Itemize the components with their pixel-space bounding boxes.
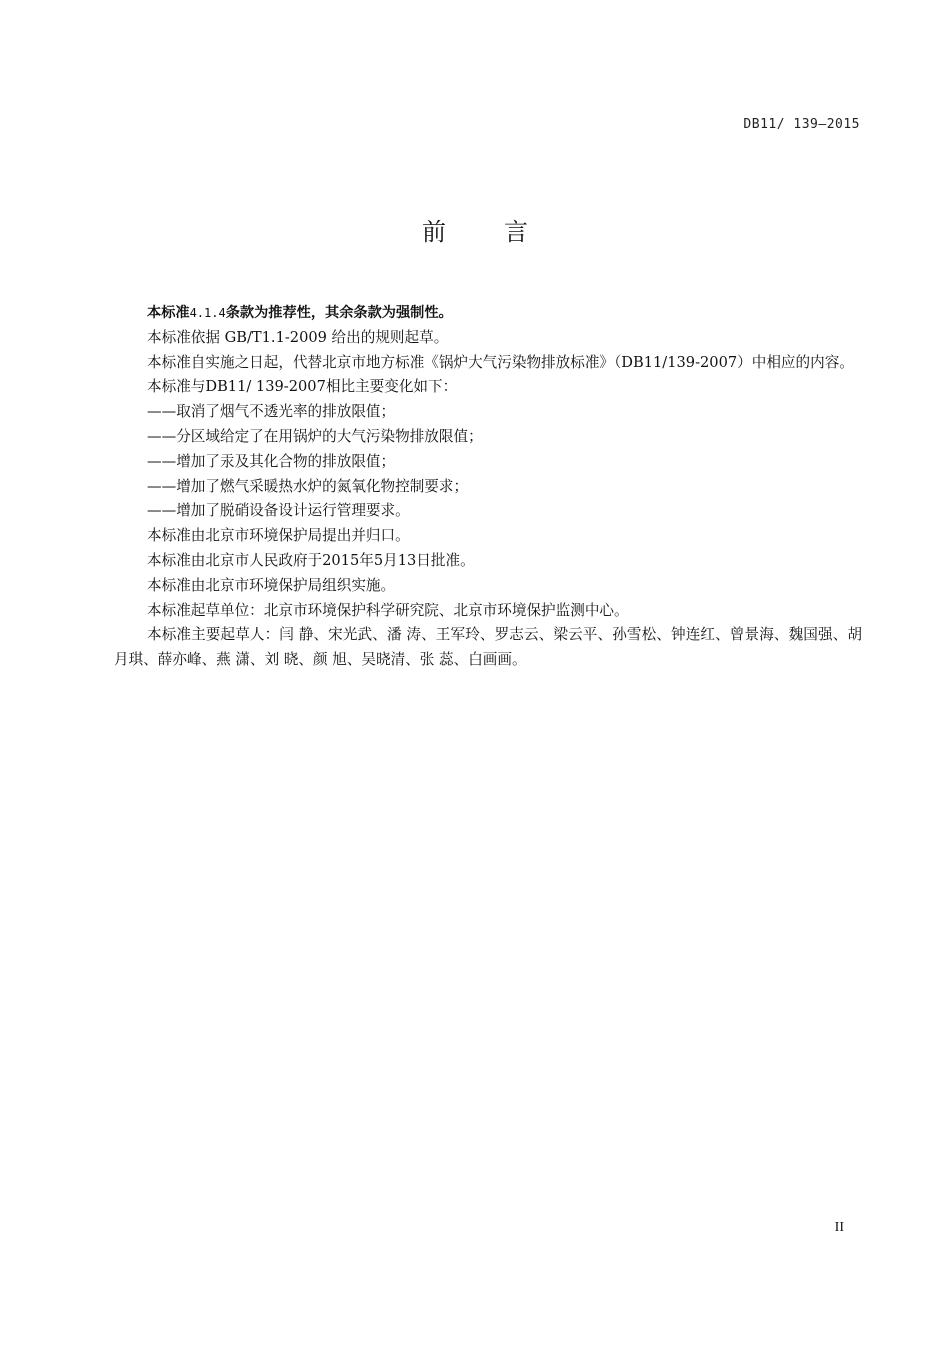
foreword-body <box>114 301 862 673</box>
paragraph-proposer: 本标准由北京市环境保护局提出并归口。 <box>147 527 410 545</box>
paragraph-mandatory-clauses <box>114 301 862 326</box>
page-number: II <box>834 1220 844 1235</box>
paragraph-changes-intro: 本标准与DB11/ 139-2007相比主要变化如下： <box>147 378 458 396</box>
list-item-change: ——增加了燃气采暖热水炉的氮氧化物控制要求； <box>147 477 469 495</box>
paragraph-replacement: 本标准自实施之日起，代替北京市地方标准《锅炉大气污染物排放标准》（DB11/139-2007）中相应的内容。 <box>147 353 854 371</box>
paragraph-approval: 本标准由北京市人民政府于2015年5月13日批准。 <box>147 551 475 569</box>
paragraph-prefix: 本标准 <box>147 305 190 321</box>
paragraph-suffix: 条款为推荐性，其余条款为强制性。 <box>225 305 453 321</box>
list-item-change: ——增加了脱硝设备设计运行管理要求。 <box>147 502 410 520</box>
paragraph-drafting-rules: 本标准依据 GB/T1.1-2009 给出的规则起草。 <box>147 328 449 346</box>
list-item-change: ——增加了汞及其化合物的排放限值； <box>147 452 396 470</box>
list-item-change: ——分区域给定了在用锅炉的大气污染物排放限值； <box>147 427 483 445</box>
page-title: 前言 <box>422 218 586 246</box>
document-code: DB11/ 139—2015 <box>743 117 860 132</box>
paragraph-implementation: 本标准由北京市环境保护局组织实施。 <box>147 576 396 594</box>
paragraph-drafting-units: 本标准起草单位：北京市环境保护科学研究院、北京市环境保护监测中心。 <box>147 601 629 619</box>
clause-number: 4.1.4 <box>189 306 226 320</box>
paragraph-drafters: 本标准主要起草人：闫 静、宋光武、潘 涛、王军玲、罗志云、梁云平、孙雪松、钟连红、曾景海、魏国强、胡月琪、薛亦峰、燕 潇、刘 晓、颜 旭、吴晓清、张 蕊、白画画。 <box>114 626 862 669</box>
list-item-change: ——取消了烟气不透光率的排放限值； <box>147 403 396 421</box>
